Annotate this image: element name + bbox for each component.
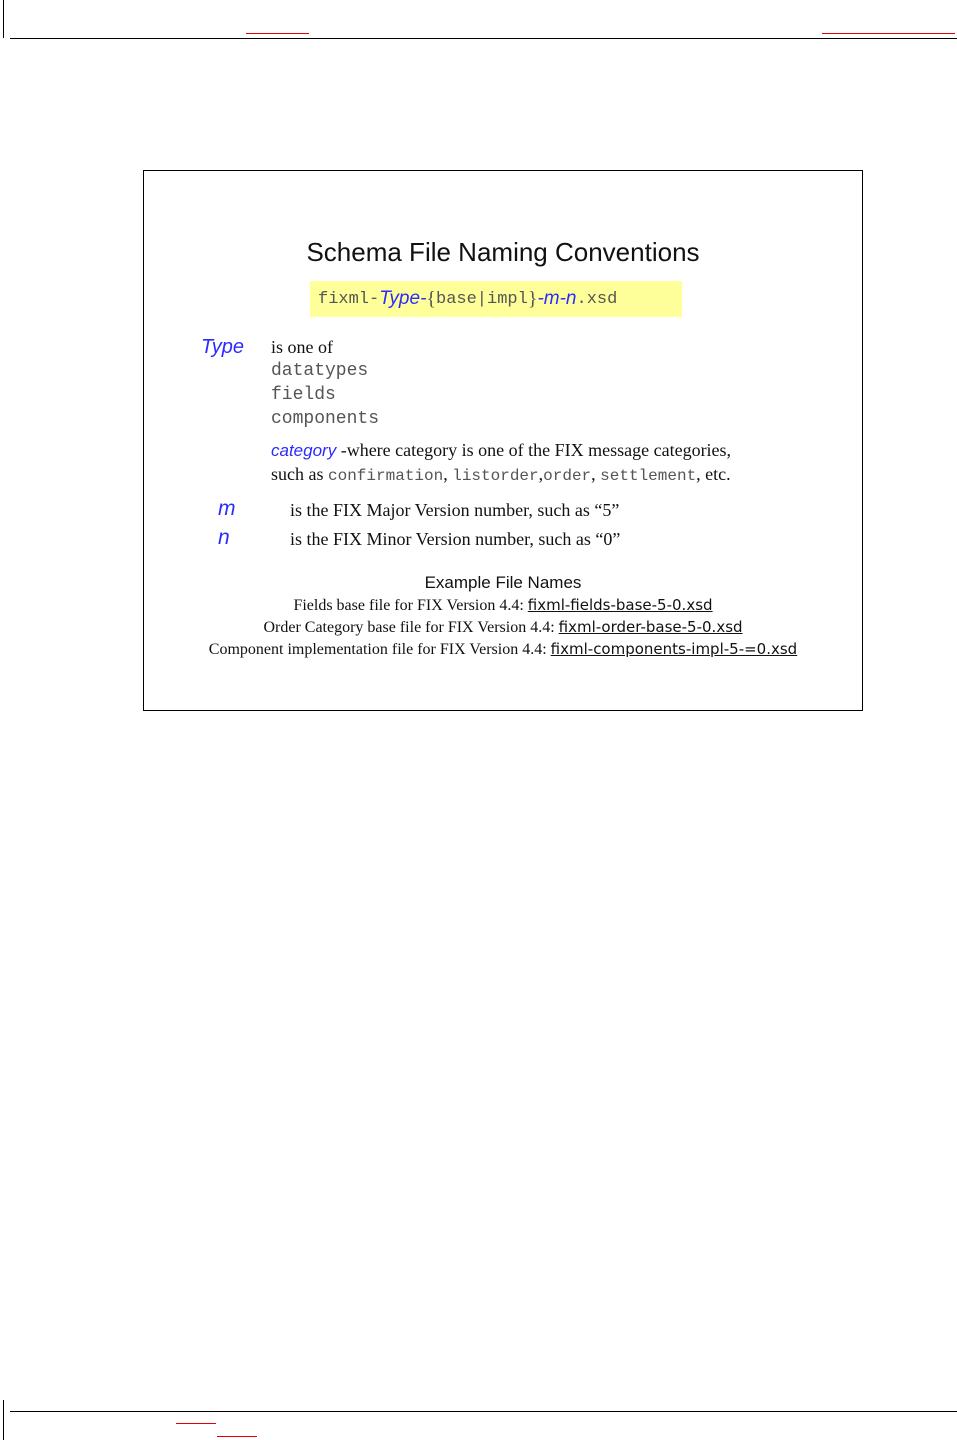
n-label: n: [218, 526, 230, 549]
pattern-dash: -: [559, 288, 566, 309]
pattern-brace-open: {: [426, 287, 436, 310]
header-red-link-right: [822, 33, 955, 34]
separator: ,: [538, 464, 544, 484]
example-filename: fixml-fields-base-5-0.xsd: [527, 596, 713, 614]
footer-rule: [10, 1411, 957, 1412]
example-label: Order Category base file for FIX Version 4.4:: [263, 619, 559, 636]
pattern-m-variable: m: [543, 288, 560, 309]
separator: ,: [696, 464, 706, 484]
footer-red-link-right: [217, 1436, 257, 1437]
figure-title: Schema File Naming Conventions: [306, 237, 700, 267]
is-one-of-text: is one of: [271, 337, 333, 357]
pattern-dash: -: [537, 288, 544, 309]
example-filename: fixml-components-impl-5-=0.xsd: [550, 640, 798, 658]
category-example-order: order: [543, 467, 592, 485]
m-description: is the FIX Major Version number, such as “5”: [290, 500, 620, 520]
header-red-link-left: [246, 33, 309, 34]
m-label: m: [218, 497, 236, 520]
n-description: is the FIX Minor Version number, such as “0”: [290, 529, 621, 549]
pattern-type-variable: Type: [379, 288, 421, 309]
example-components: [144, 640, 862, 659]
left-margin-bar-top: [3, 0, 4, 38]
pattern-n-variable: n: [565, 288, 577, 309]
category-example-confirmation: confirmation: [328, 467, 444, 485]
footer-red-link-left: [176, 1423, 216, 1424]
type-option-components: components: [271, 409, 380, 429]
type-option-fields: fields: [271, 385, 336, 405]
filename-pattern: [310, 281, 682, 317]
example-label: Component implementation file for FIX Version 4.4:: [208, 641, 551, 658]
left-margin-bar-bottom: [3, 1400, 4, 1440]
category-example-listorder: listorder: [452, 467, 539, 485]
header-rule: [10, 38, 957, 39]
pattern-prefix: fixml-: [318, 289, 380, 309]
pattern-base-impl: base|impl: [436, 289, 528, 309]
example-filename: fixml-order-base-5-0.xsd: [558, 618, 743, 636]
such-as-text: such as: [271, 464, 328, 484]
pattern-brace-close: }: [527, 287, 538, 310]
example-order: [144, 618, 862, 637]
type-option-datatypes: datatypes: [271, 361, 369, 381]
category-label: category: [271, 441, 337, 460]
naming-conventions-figure: [143, 170, 863, 711]
pattern-dash: -: [420, 288, 427, 309]
category-line: [271, 440, 731, 461]
example-fields: [144, 596, 862, 615]
category-examples-line: [271, 464, 731, 485]
example-label: Fields base file for FIX Version 4.4:: [293, 597, 528, 614]
separator: ,: [443, 464, 453, 484]
separator: ,: [591, 464, 601, 484]
examples-title: Example File Names: [424, 573, 582, 592]
category-description: -where category is one of the FIX message categories,: [336, 440, 732, 460]
type-label: Type: [201, 336, 244, 358]
category-example-settlement: settlement: [600, 467, 697, 485]
etc-text: etc.: [705, 464, 731, 484]
pattern-suffix: .xsd: [576, 289, 618, 309]
